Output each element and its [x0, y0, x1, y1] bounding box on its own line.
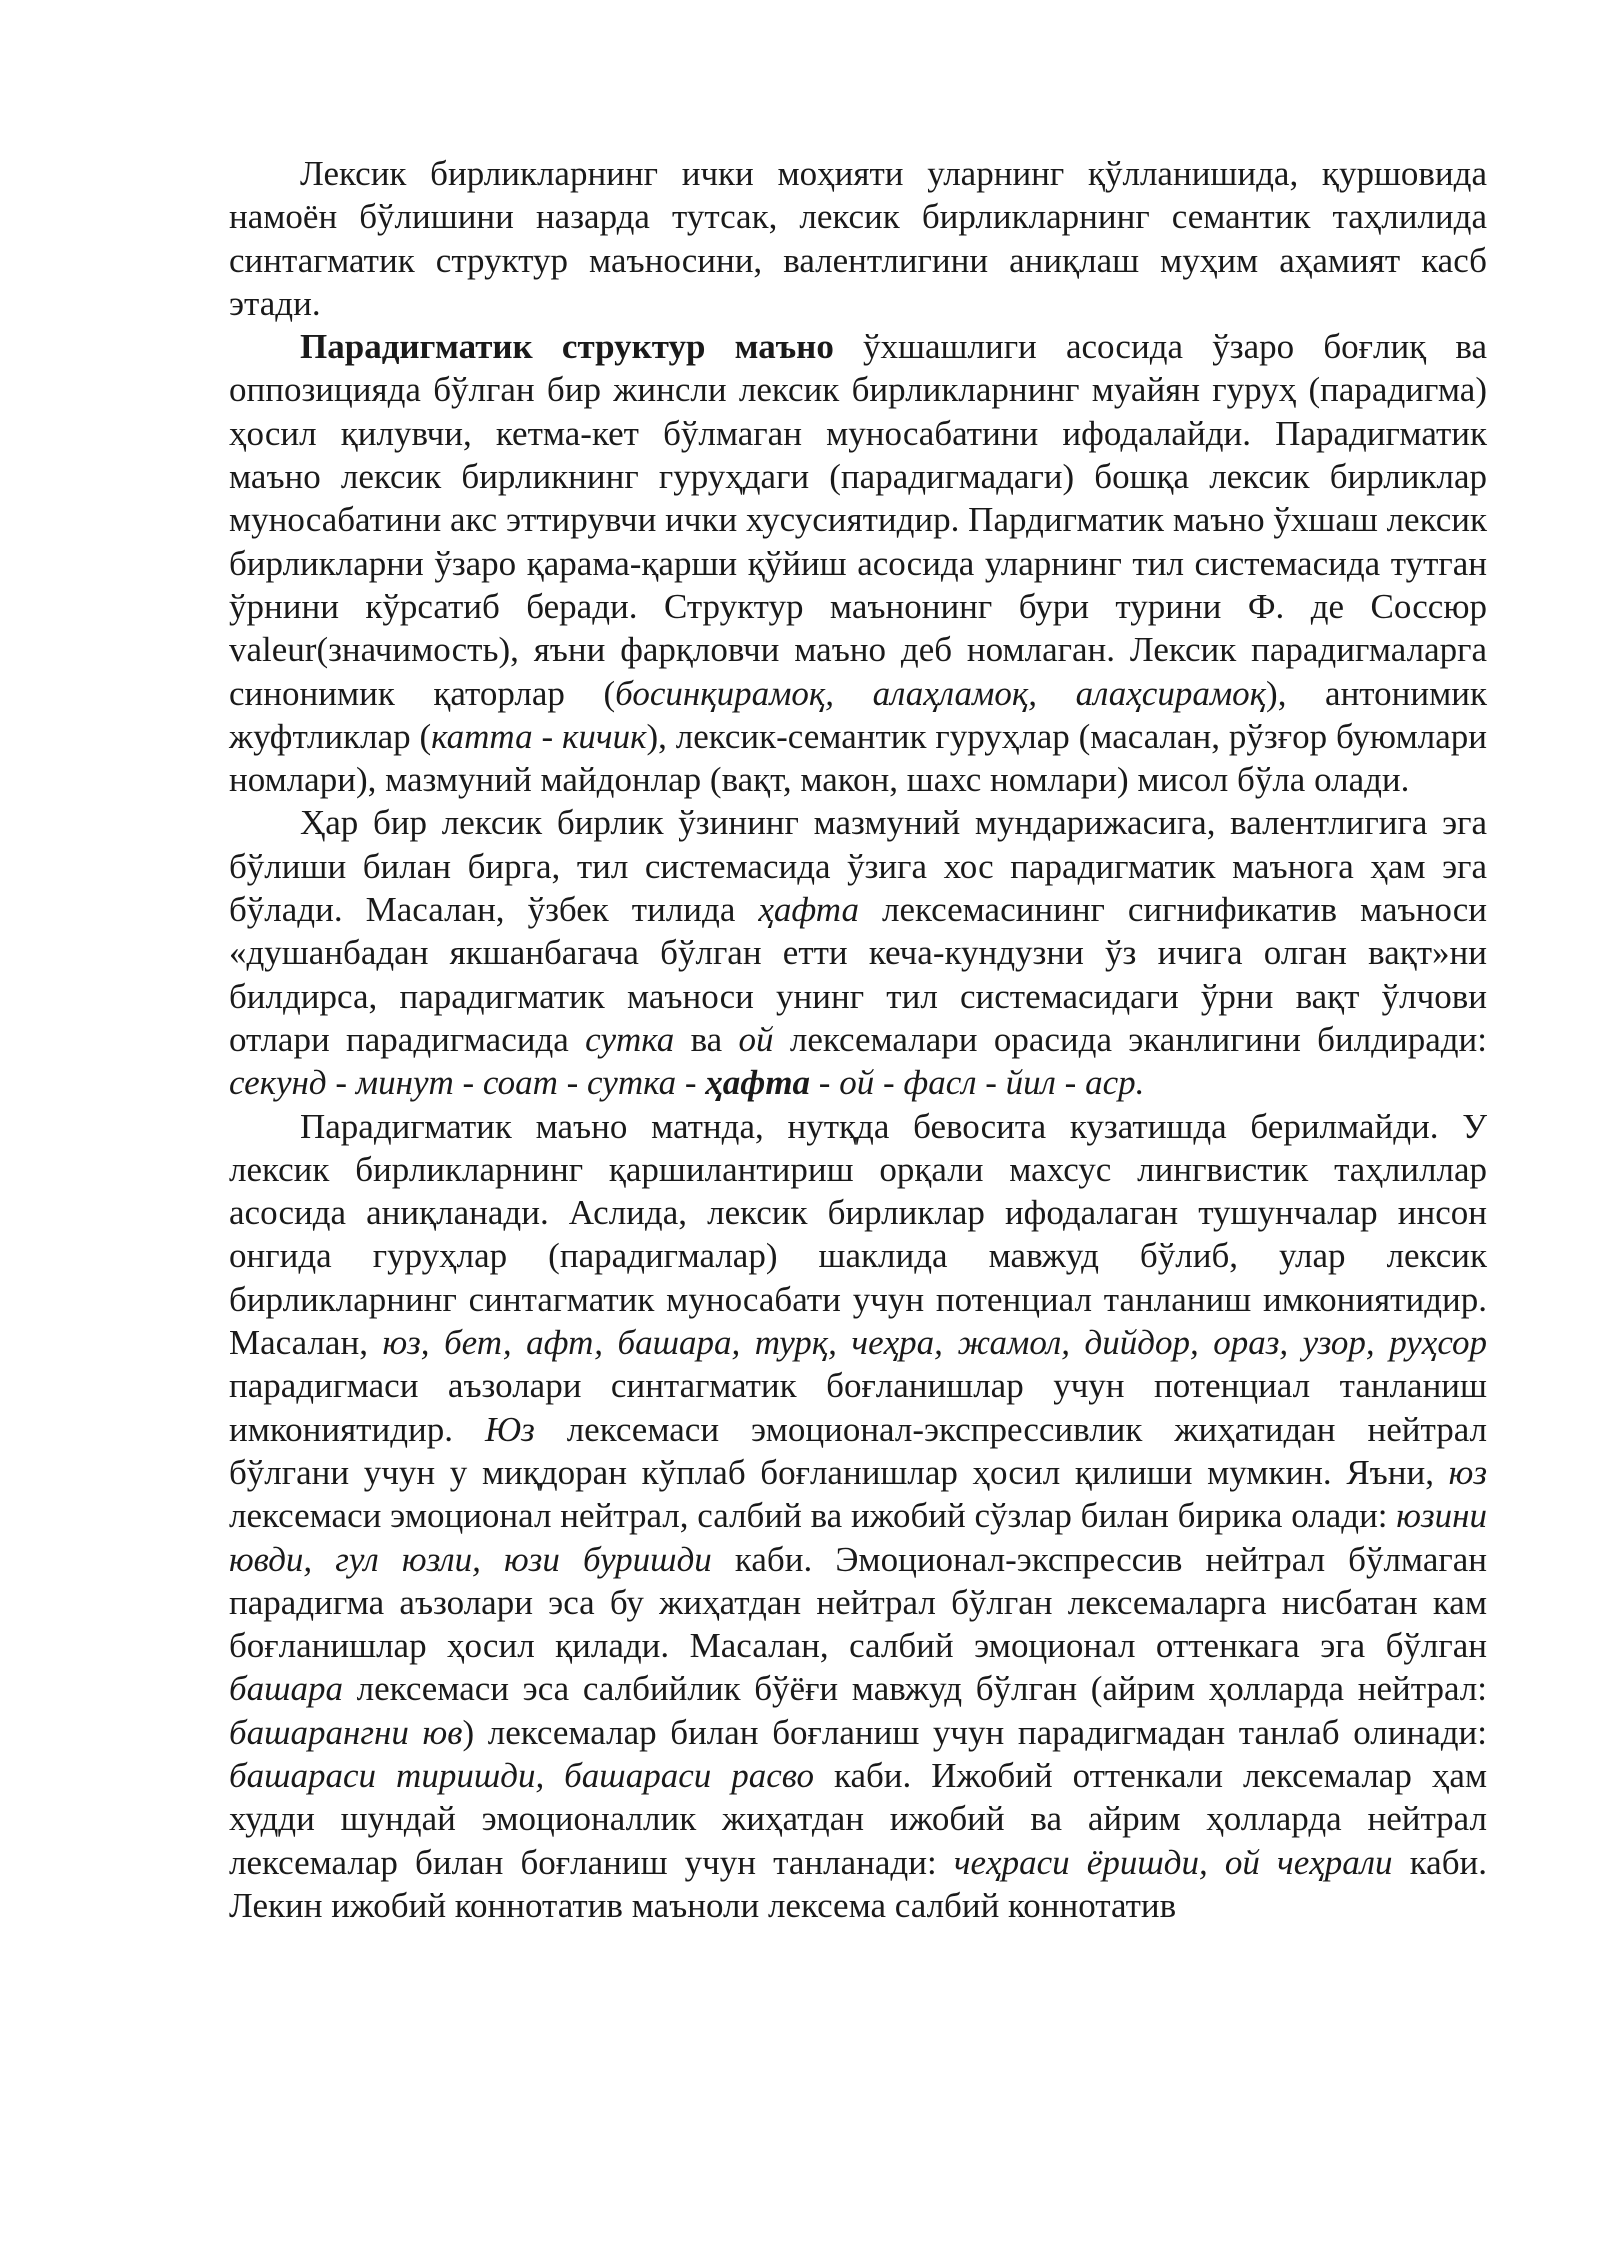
emphasized-text: ҳафта — [758, 890, 859, 930]
emphasized-text: ой — [738, 1019, 774, 1059]
emphasized-text: юз — [1448, 1452, 1487, 1492]
text-run: ) лексемалар билан боғланиш учун парадигмадан танлаб олинади: — [462, 1712, 1487, 1752]
text-run: лексемасининг сигнификатив маъноси «душанбадан якшанбагача бўлган етти кеча-кундузни ўз ичига олган вақт»ни билдирса, парадигматик маъноси унинг тил системасидаги ўрни вақт ўлчови отлари парадигмасида — [229, 890, 1487, 1059]
emphasized-text: ҳафта — [705, 1063, 811, 1103]
text-run: Ҳар бир лексик бирлик ўзининг мазмуний мундарижасига, валентлигига эга бўлиши билан бирга, тил системасида ўзига хос парадигматик маънога ҳам эга бўлади. Масалан, ўзбек тилида — [229, 803, 1487, 930]
emphasized-text: Юз — [484, 1409, 535, 1449]
text-run: Лексик бирликларнинг ички моҳияти уларнинг қўлланишида, қуршовида намоён бўлишини назарда тутсак, лексик бирликларнинг семантик таҳлилида синтагматик структур маъносини, валентлигини аниқлаш муҳим аҳамият касб этади. — [229, 154, 1487, 323]
text-run: ), лексик-семантик гуруҳлар (масалан, рўзғор буюмлари номлари), мазмуний майдонлар (вақт, макон, шахс номлари) мисол бўла олади. — [229, 716, 1487, 800]
text-run: ), антонимик жуфтликлар ( — [229, 673, 1487, 756]
emphasized-text: - ой - фасл - йил - аср. — [810, 1063, 1145, 1103]
text-run: Парадигматик маъно матнда, нутқда бевосита кузатишда берилмайди. У лексик бирликларнинг қаршилантириш орқали махсус лингвистик таҳлиллар асосида аниқланади. Аслида, лексик бирликлар ифодалаган тушунчалар инсон онгида гуруҳлар (парадигмалар) шаклида мавжуд бўлиб, улар лексик бирликларнинг синтагматик муносабати учун потенциал танланиш имкониятидир. Масалан, — [229, 1106, 1487, 1363]
text-run: ва — [674, 1019, 739, 1059]
text-run: лексемалари орасида эканлигини билдиради: — [773, 1019, 1487, 1059]
emphasized-text: юз, бет, афт, башара, турқ, чеҳра, жамол, дийдор, ораз, узор, руҳсор — [382, 1323, 1487, 1363]
paragraph — [229, 1105, 1487, 1928]
paragraph — [229, 325, 1487, 801]
emphasized-text: юзини ювди, гул юзли, юзи буришди — [229, 1496, 1487, 1579]
emphasized-text: босинқирамоқ, алаҳламоқ, алаҳсирамоқ — [615, 673, 1267, 713]
text-run: лексемаси эмоционал нейтрал, салбий ва ижобий сўзлар билан бирика олади: — [229, 1496, 1397, 1536]
emphasized-text: чеҳраси ёришди, ой чеҳрали — [953, 1842, 1393, 1882]
emphasized-text: катта - кичик — [431, 716, 647, 756]
paragraph — [229, 152, 1487, 325]
paragraph — [229, 801, 1487, 1104]
text-run: парадигмаси аъзолари синтагматик боғланишлар учун потенциал танланиш имкониятидир. — [229, 1366, 1487, 1449]
emphasized-text: башарангни юв — [229, 1712, 463, 1752]
text-run: ўхшашлиги асосида ўзаро боғлиқ ва оппозицияда бўлган бир жинсли лексик бирликларнинг муайян гуруҳ (парадигма) ҳосил қилувчи, кетма-кет бўлмаган муносабатини ифодалайди. Парадигматик маъно лексик бирликнинг гуруҳдаги (парадигмадаги) бошқа лексик бирликлар муносабатини акс эттирувчи ички хусусиятидир. Пардигматик маъно ўхшаш лексик бирликларни ўзаро қарама-қарши қўйиш асосида уларнинг тил системасида тутган ўрнини кўрсатиб беради. Структур маънонинг бури турини Ф. де Соссюр valeur(значимость), яъни фарқловчи маъно деб номлаган. Лексик парадигмаларга синонимик қаторлар ( — [229, 327, 1488, 713]
text-run: лексемаси эмоционал-экспрессивлик жиҳатидан нейтрал бўлгани учун у миқдоран кўплаб боғланишлар ҳосил қилиши мумкин. Яъни, — [229, 1409, 1488, 1492]
emphasized-text: башара — [229, 1669, 344, 1709]
emphasized-text: башараси тиришди, башараси расво — [229, 1755, 814, 1795]
emphasized-text: сутка — [585, 1019, 675, 1059]
text-run: лексемаси эса салбийлик бўёғи мавжуд бўлган (айрим ҳолларда нейтрал: — [343, 1669, 1487, 1709]
text-run: каби. Эмоционал-экспрессив нейтрал бўлмаган парадигма аъзолари эса бу жиҳатдан нейтрал бўлган лексемаларга нисбатан кам боғланишлар ҳосил қилади. Масалан, салбий эмоционал оттенкага эга бўлган — [229, 1539, 1487, 1666]
text-run: каби. Ижобий оттенкали лексемалар ҳам худди шундай эмоционаллик жиҳатдан ижобий ва айрим ҳолларда нейтрал лексемалар билан боғланиш учун танланади: — [229, 1755, 1488, 1882]
text-run: каби. Лекин ижобий коннотатив маъноли лексема салбий коннотатив — [229, 1842, 1487, 1925]
emphasized-text: секунд - минут - соат - сутка - — [229, 1063, 706, 1103]
emphasized-text: Парадигматик структур маъно — [300, 327, 834, 367]
document-page — [229, 152, 1487, 1927]
